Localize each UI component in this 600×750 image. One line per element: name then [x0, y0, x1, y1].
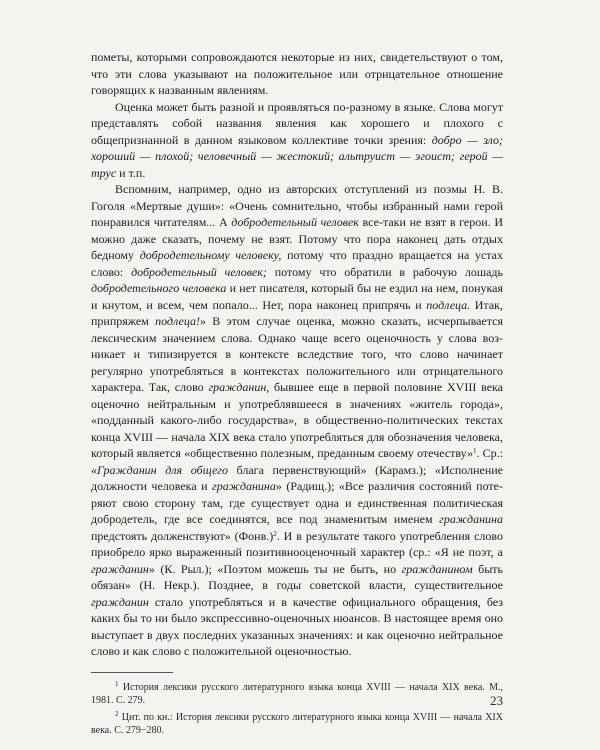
- italic-term: гражданином: [401, 561, 473, 576]
- italic-term: добродетельного человека: [91, 281, 227, 295]
- text-run: и т.п.: [116, 165, 146, 180]
- footnote: [91, 711, 503, 738]
- italic-term: гражданин: [91, 561, 149, 576]
- italic-term: гражданин: [91, 594, 149, 609]
- text-run: потому что праздно вращается на устах слово:: [91, 248, 503, 279]
- italic-term: гражданина: [212, 479, 276, 493]
- text-run: пометы, которыми сопровождаются некоторые из них, свидетельствуют о том, что эти слова указывают на положительное или отрицательное отношение говорящих к названным явлениям.: [91, 50, 503, 97]
- body-text: [91, 49, 503, 660]
- italic-term: гражданин,: [208, 380, 270, 394]
- italic-term: Гражданин для общего: [97, 462, 228, 477]
- footnote-mark: 2: [115, 709, 119, 718]
- text-run: и нет писателя, который бы не ездил на нем, понукая и кнутом, и всем, чем попало... Нет, пора наконец припрячь и: [91, 281, 503, 312]
- footnotes: [91, 681, 503, 738]
- footnote-mark: 1: [115, 679, 119, 688]
- text-run: бывшее еще в первой половине XVIII века оценочно нейтральным и употреблявшееся в значениях «житель города», «подданный какого-либо государства», в общественно-политических текстах конца XVIII — начала XIX века стало употребляться для обозначения человека, который является «общественно полезным, преданным своему отечеству»: [91, 380, 503, 460]
- text-run: потому что обратили в рабочую лошадь: [266, 264, 503, 279]
- text-run: все-таки не взят в герои. И можно даже сказать, почему не взят. Потому что пора наконец дать отдых бедному: [91, 215, 504, 262]
- text-run: быть обязан» (Н. Некр.). Позднее, в годы советской власти, существительное: [91, 561, 504, 592]
- paragraph: [91, 49, 503, 99]
- italic-term: подлеца.: [426, 297, 471, 312]
- page-number: 23: [490, 693, 503, 708]
- paragraph: [91, 181, 503, 660]
- text-run: Оценка может быть разной и проявляться по-разному в языке. Слова могут представлять собой названия явления как хорошего и плохого с общепризнанной в данном языковом коллективе точки зрения:: [91, 99, 503, 147]
- footnote-text: Цит. по кн.: История лексики русского литературного языка конца XVIII — начала XIX века. С. 279−280.: [91, 711, 503, 736]
- text-run: Итак, припряжем: [91, 297, 503, 328]
- footnote-divider: [91, 672, 173, 673]
- text-run: » В этом случае оценка, можно сказать, исчерпывается лексическим значением слова. Однако чаще всего оценочность у слова возникает и типизируется в контексте вследствие того, что слово начинает регулярно употребляться в контекстах положительного или отрицательного характера. Так, слово: [91, 314, 503, 394]
- italic-term: подлеца!: [155, 314, 201, 328]
- text-run: блага первенствующий» (Карамз.); «Исполнение должности человека и: [91, 462, 503, 493]
- text-run: » (К. Рыл.); «Поэтом можешь ты не быть, но: [148, 561, 402, 576]
- footnote-reference: 2: [273, 529, 277, 538]
- text-run: » (Радищ.); «Все различия состояний потеряют свою сторону там, где существует одна и единственная политическая добродетель, где все соединятся, все под знаменитым именем: [91, 479, 503, 526]
- footnote-reference: 1: [472, 447, 477, 455]
- text-run: стало употребляться и в качестве официального обращения, без каких бы то ни было экспрессивно-оценочных нюансов. В настоящее время оно выступает в двух последних указанных значениях: и как оценочно нейтральное слово и как слово с положительной оценочностью.: [91, 594, 503, 658]
- italic-term: добро — зло; хороший — плохой; человечный — жестокий; альтруист — эгоист; герой — трус: [91, 132, 504, 180]
- italic-term: добродетельному человеку,: [139, 248, 282, 262]
- text-run: . Ср.: «: [91, 446, 503, 477]
- text-run: Вспомним, например, одно из авторских отступлений из поэмы Н. В. Гоголя «Мертвые души»: «Очень сомнительно, чтобы избранный нами герой понравился читателям... А: [91, 182, 503, 229]
- paragraph: [91, 99, 503, 182]
- text-run: предстоять долженствуют» (Фонв.): [91, 528, 274, 543]
- text-run: . И в результате такого употребления слово приобрело ярко выраженный позитивнооценочный характер (ср.: «Я не поэт, а: [91, 528, 503, 559]
- footnote: [91, 681, 503, 708]
- italic-term: добродетельный человек: [231, 215, 359, 229]
- italic-term: добродетельный человек;: [131, 264, 267, 279]
- italic-term: гражданина: [439, 512, 503, 526]
- footnote-text: История лексики русского литературного языка конца XVIII — начала XIX века. М., 1981. С. 279.: [91, 681, 503, 706]
